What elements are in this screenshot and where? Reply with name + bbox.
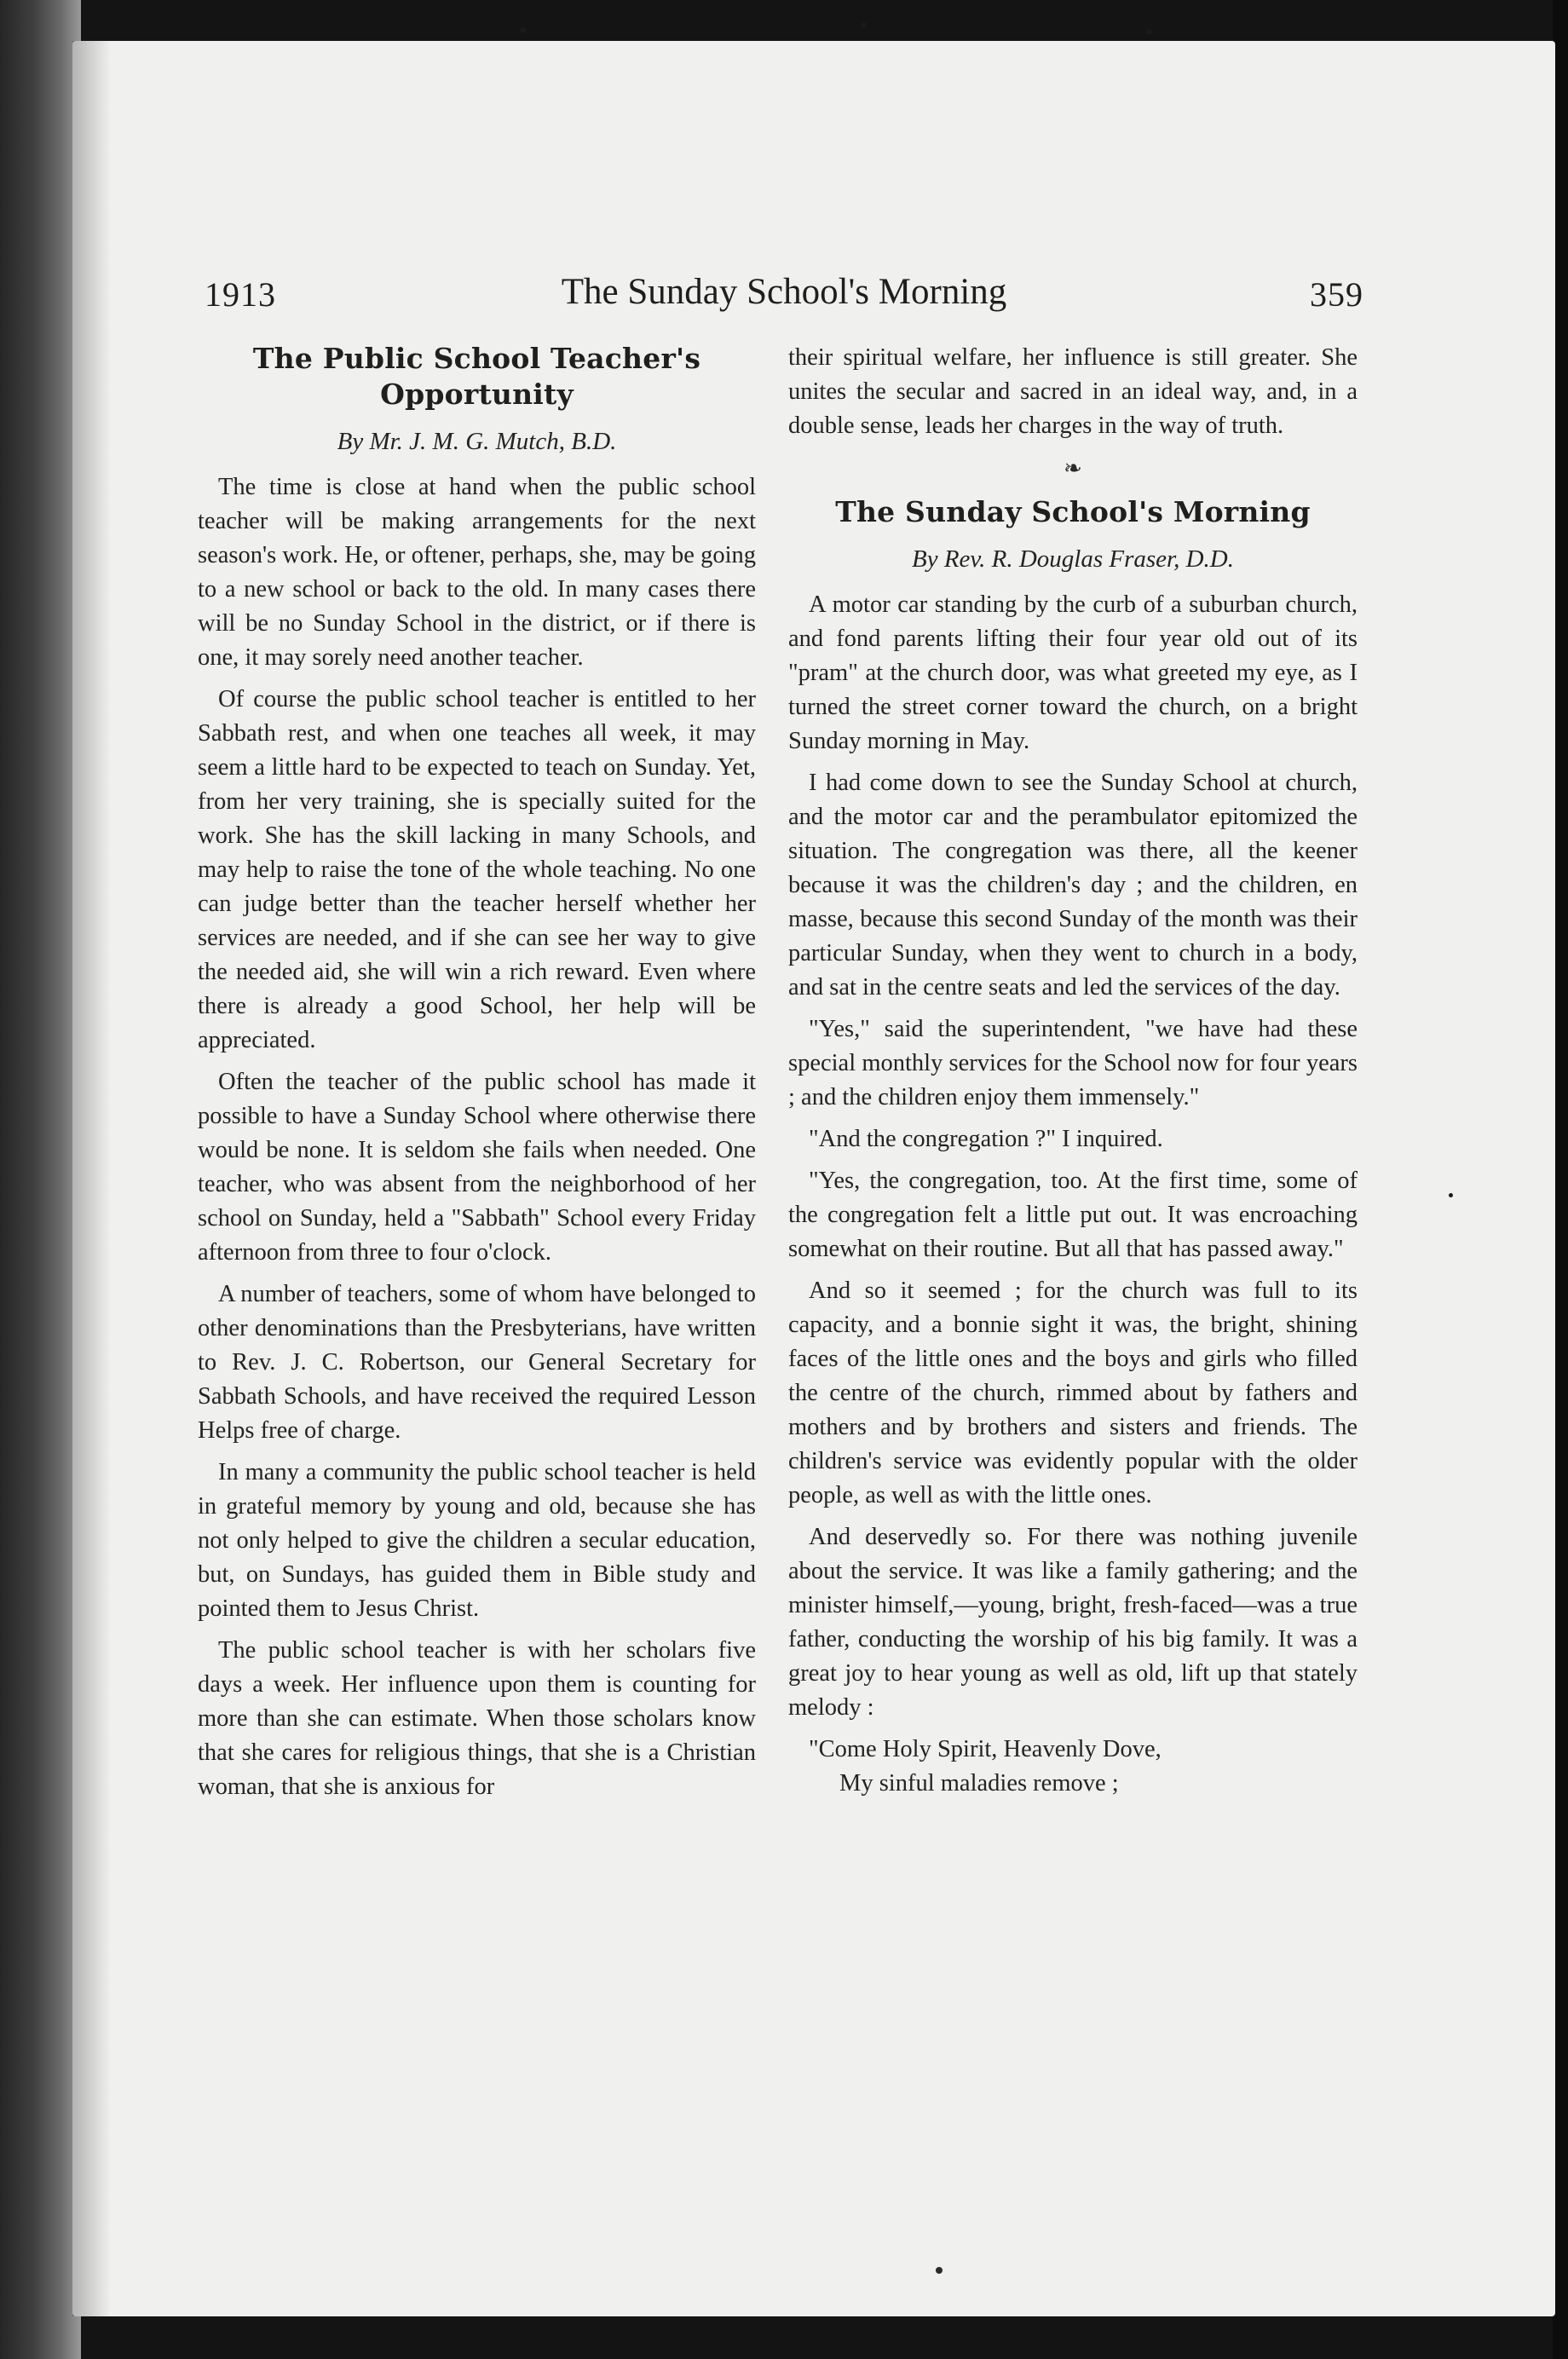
article-paragraph: I had come down to see the Sunday School at church, and the motor car and the perambulator epitomized the situation. The congregation was there, all the keener because it was the children's day ; and the children, en masse, because this second Sunday of the month was their particular Sunday, when they went to church in a body, and sat in the centre seats and led the services of the day.: [788, 770, 1358, 1001]
article-byline: By Mr. J. M. G. Mutch, B.D.: [337, 428, 617, 455]
hymn-verse-line: "Come Holy Spirit, Heavenly Dove,: [809, 1736, 1162, 1762]
page-number: 359: [1310, 275, 1363, 314]
article-paragraph: Of course the public school teacher is entitled to her Sabbath rest, and when one teaches all week, it may seem a little hard to be expected to teach on Sunday. Yet, from her very training, she is specially suited for the work. She has the skill lacking in many Schools, and may help to raise the tone of the whole teaching. No one can judge better than the teacher herself whether her services are needed, and if she can see her way to give the needed aid, she will win a rich reward. Even where there is already a good School, her help will be appreciated.: [198, 686, 756, 1053]
book-binding-edge: [0, 0, 81, 2359]
page-gutter-shadow: [72, 41, 111, 2316]
article-paragraph: "Yes, the congregation, too. At the first time, some of the congregation felt a little put out. It was encroaching somewhat on their routine. But all that has passed away.": [788, 1168, 1358, 1262]
article-paragraph-continuation: their spiritual welfare, her influence is still greater. She unites the secular and sacred in an ideal way, and, in a double sense, leads her charges in the way of truth.: [788, 344, 1358, 439]
article-paragraph: In many a community the public school teacher is held in grateful memory by young and old, because she has not only helped to give the children a secular education, but, on Sundays, has guided them in Bible study and pointed them to Jesus Christ.: [198, 1459, 756, 1622]
article-paragraph: The public school teacher is with her scholars five days a week. Her influence upon them is counting for more than she can estimate. When those scholars know that she cares for religious things, that she is a Christian woman, that she is anxious for: [198, 1637, 756, 1800]
article-paragraph: A number of teachers, some of whom have belonged to other denominations than the Presbyterians, have written to Rev. J. C. Robertson, our General Secretary for Sabbath Schools, and have received the required Lesson Helps free of charge.: [198, 1281, 756, 1444]
running-head: [205, 271, 1363, 322]
article-title: The Public School Teacher's Opportunity: [252, 342, 701, 411]
article-paragraph: And so it seemed ; for the church was full to its capacity, and a bonnie sight it was, the bright, shining faces of the little ones and the boys and girls who filled the centre of the church, rimmed about by fathers and mothers and by brothers and sisters and friends. The children's service was evidently popular with the older people, as well as with the little ones.: [788, 1278, 1358, 1508]
article-title: The Sunday School's Morning: [835, 495, 1311, 528]
page-bottom-mark: [936, 2267, 943, 2274]
left-column: [198, 341, 756, 1812]
running-head-year: 1913: [205, 275, 276, 314]
article-paragraph: A motor car standing by the curb of a suburban church, and fond parents lifting their four year old out of its "pram" at the church door, was what greeted my eye, as I turned the street corner toward the church, on a bright Sunday morning in May.: [788, 591, 1358, 754]
running-head-title: The Sunday School's Morning: [561, 272, 1007, 312]
article-paragraph: The time is close at hand when the public school teacher will be making arrangements for the next season's work. He, or oftener, perhaps, she, may be going to a new school or back to the old. In many cases there will be no Sunday School in the district, or if there is one, it may sorely need another teacher.: [198, 474, 756, 671]
scan-speck: [520, 27, 526, 33]
scan-speck: [1146, 29, 1152, 35]
section-ornament-icon: ❧: [1064, 456, 1082, 482]
article-paragraph: Often the teacher of the public school has made it possible to have a Sunday School where otherwise there would be none. It is seldom she fails when needed. One teacher, who was absent from the neighborhood of her school on Sunday, held a "Sabbath" School every Friday afternoon from three to four o'clock.: [198, 1069, 756, 1266]
right-column: [788, 341, 1358, 1801]
scan-speck: [1449, 1193, 1453, 1197]
hymn-verse-line: My sinful maladies remove ;: [839, 1770, 1119, 1797]
article-paragraph: "Yes," said the superintendent, "we have had these special monthly services for the School now for four years ; and the children enjoy them immensely.": [788, 1016, 1358, 1110]
article-paragraph: "And the congregation ?" I inquired.: [809, 1126, 1163, 1152]
scan-speck: [861, 22, 867, 28]
article-paragraph: And deservedly so. For there was nothing juvenile about the service. It was like a family gathering; and the minister himself,—young, bright, fresh-faced—was a true father, conducting the worship of his big family. It was a great joy to hear young as well as old, lift up that stately melody :: [788, 1524, 1358, 1721]
article-byline: By Rev. R. Douglas Fraser, D.D.: [911, 545, 1234, 573]
